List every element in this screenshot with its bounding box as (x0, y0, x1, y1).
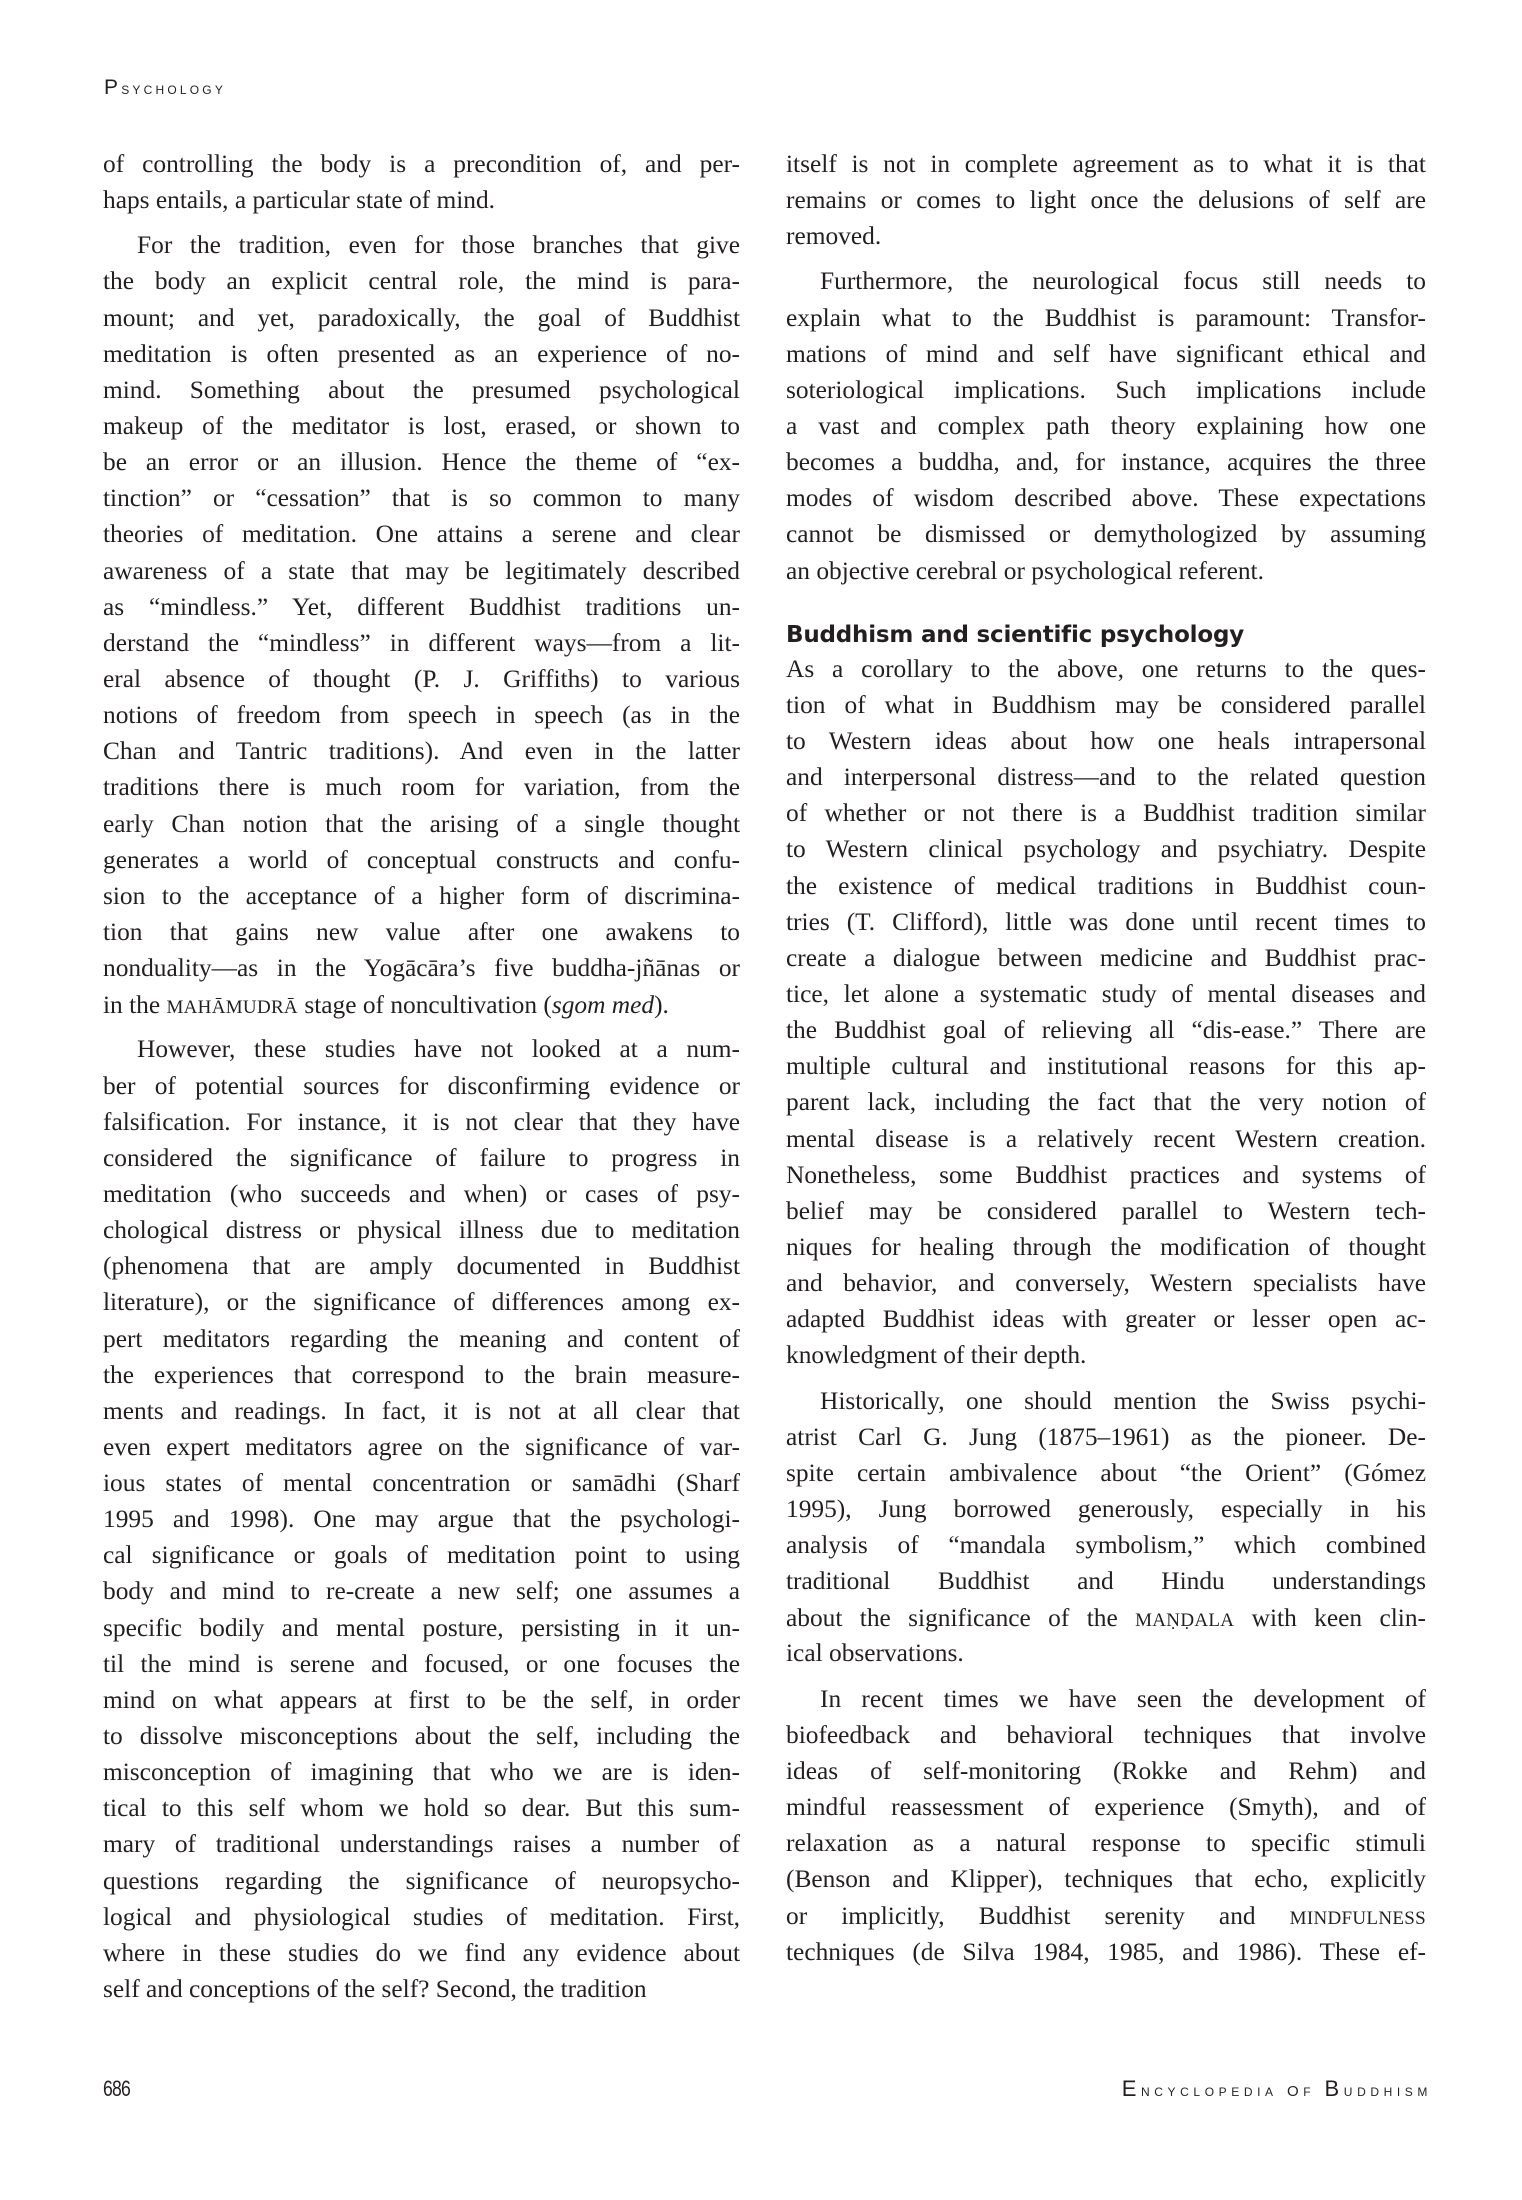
text-line: in the mahāmudrā stage of noncultivation (sgom med). (103, 989, 669, 1020)
text-line: belief may be considered parallel to Western tech- (786, 1196, 1426, 1225)
text-line: Furthermore, the neurological focus still needs to (820, 267, 1426, 296)
paragraph (786, 651, 1426, 1374)
text-line: theories of meditation. One attains a serene and clear (103, 520, 740, 549)
text-line: the existence of medical traditions in Buddhist coun- (786, 871, 1426, 900)
text-line: notions of freedom from speech in speech (as in the (103, 701, 740, 730)
text-line: explain what to the Buddhist is paramount: Transfor- (786, 303, 1426, 332)
text-line: ious states of mental concentration or samādhi (Sharf (103, 1469, 740, 1498)
text-line: body and mind to re-create a new self; one assumes a (103, 1577, 740, 1606)
text-line: mount; and yet, paradoxically, the goal of Buddhist (103, 303, 740, 332)
text-line: haps entails, a particular state of mind. (103, 186, 496, 215)
text-line: analysis of “mandala symbolism,” which combined (786, 1531, 1426, 1560)
text-line: For the tradition, even for those branches that give (137, 231, 740, 260)
term-mahamudra: mahāmudrā (166, 989, 298, 1020)
text-line: ideas of self-monitoring (Rokke and Rehm) and (786, 1756, 1426, 1785)
text-line: early Chan notion that the arising of a single thought (103, 809, 740, 838)
text-line: and interpersonal distress—and to the related question (786, 763, 1426, 792)
text-line: multiple cultural and institutional reasons for this ap- (786, 1052, 1426, 1081)
text-line: soteriological implications. Such implications include (786, 375, 1426, 404)
text-line: Nonetheless, some Buddhist practices and systems of (786, 1160, 1426, 1189)
text-line: generates a world of conceptual constructs and confu- (103, 845, 740, 874)
text-line: cal significance or goals of meditation point to using (103, 1541, 740, 1570)
text-line: nonduality—as in the Yogācāra’s five buddha-jñānas or (103, 954, 740, 983)
text-line: be an error or an illusion. Hence the theme of “ex- (103, 448, 740, 477)
text-line: relaxation as a natural response to specific stimuli (786, 1829, 1426, 1858)
running-head: Psychology (104, 76, 227, 99)
text-line: or implicitly, Buddhist serenity and mindfulness (786, 1900, 1426, 1931)
text-line: (Benson and Klipper), techniques that echo, explicitly (786, 1865, 1426, 1894)
text-line: even expert meditators agree on the significance of var- (103, 1432, 740, 1461)
text-line: til the mind is serene and focused, or one focuses the (103, 1649, 740, 1678)
text-line: tion that gains new value after one awakens to (103, 917, 740, 946)
text-line: considered the significance of failure to progress in (103, 1143, 740, 1172)
text-line: the experiences that correspond to the brain measure- (103, 1360, 740, 1389)
text-line: Chan and Tantric traditions). And even in the latter (103, 737, 740, 766)
text-line: atrist Carl G. Jung (1875–1961) as the pioneer. De- (786, 1422, 1426, 1451)
text-line: about the significance of the maṇḍala with keen clin- (786, 1602, 1426, 1633)
text-line: to Western clinical psychology and psychiatry. Despite (786, 835, 1426, 864)
text-line: cannot be dismissed or demythologized by assuming (786, 520, 1426, 549)
term-mandala: maṇḍala (1135, 1602, 1235, 1633)
text-line: derstand the “mindless” in different ways—from a lit- (103, 628, 740, 657)
paragraph (786, 1681, 1426, 1970)
text-line: Historically, one should mention the Swiss psychi- (820, 1386, 1426, 1415)
text-line: and behavior, and conversely, Western specialists have (786, 1269, 1426, 1298)
text-line: remains or comes to light once the delusions of self are (786, 186, 1426, 215)
text-line: ber of potential sources for disconfirming evidence or (103, 1071, 740, 1100)
text-line: an objective cerebral or psychological referent. (786, 556, 1264, 585)
text-line: misconception of imagining that who we are is iden- (103, 1758, 740, 1787)
text-line: questions regarding the significance of neuropsycho- (103, 1866, 740, 1895)
paragraph (786, 263, 1426, 588)
text-line: knowledgment of their depth. (786, 1341, 1087, 1370)
text-line: falsification. For instance, it is not clear that they have (103, 1107, 740, 1136)
text-line: a vast and complex path theory explaining how one (786, 411, 1426, 440)
text-line: tical to this self whom we hold so dear. But this sum- (103, 1794, 740, 1823)
term-mindfulness: mindfulness (1289, 1900, 1426, 1931)
text-line: ical observations. (786, 1639, 964, 1668)
text-line: mations of mind and self have significant ethical and (786, 339, 1426, 368)
text-line: 1995), Jung borrowed generously, especially in his (786, 1494, 1426, 1523)
text-line: meditation is often presented as an experience of no- (103, 339, 740, 368)
text-line: tinction” or “cessation” that is so common to many (103, 484, 740, 513)
text-line: logical and physiological studies of meditation. First, (103, 1902, 740, 1931)
right-column (786, 146, 1426, 1979)
text-line: the body an explicit central role, the mind is para- (103, 267, 740, 296)
text-line: In recent times we have seen the development of (820, 1684, 1426, 1713)
text-line: spite certain ambivalence about “the Orient” (Gómez (786, 1458, 1426, 1487)
text-line: modes of wisdom described above. These expectations (786, 484, 1426, 513)
text-line: specific bodily and mental posture, persisting in it un- (103, 1613, 740, 1642)
text-line: itself is not in complete agreement as to what it is that (786, 150, 1426, 178)
text-line: the Buddhist goal of relieving all “dis-ease.” There are (786, 1016, 1426, 1045)
text-line: tice, let alone a systematic study of mental diseases and (786, 979, 1426, 1008)
text-line: eral absence of thought (P. J. Griffiths) to various (103, 664, 740, 693)
text-line: As a corollary to the above, one returns to the ques- (786, 654, 1426, 683)
text-line: mary of traditional understandings raises a number of (103, 1830, 740, 1859)
text-line: mind on what appears at first to be the self, in order (103, 1685, 740, 1714)
text-line: as “mindless.” Yet, different Buddhist traditions un- (103, 592, 740, 621)
text-line: (phenomena that are amply documented in Buddhist (103, 1252, 740, 1281)
paragraph (103, 1031, 740, 2007)
text-line: of controlling the body is a precondition of, and per- (103, 150, 740, 178)
text-line: adapted Buddhist ideas with greater or lesser open ac- (786, 1305, 1426, 1334)
paragraph (786, 146, 1426, 254)
text-line: techniques (de Silva 1984, 1985, and 1986). These ef- (786, 1937, 1426, 1966)
text-line: awareness of a state that may be legitimately described (103, 556, 740, 585)
text-line: chological distress or physical illness due to meditation (103, 1216, 740, 1245)
paragraph (103, 146, 740, 218)
text-line: self and conceptions of the self? Second, the tradition (103, 1975, 647, 2004)
publication-title: Encyclopedia of Buddhism (1121, 2076, 1432, 2101)
text-line: to dissolve misconceptions about the self, including the (103, 1722, 740, 1751)
text-line: parent lack, including the fact that the very notion of (786, 1088, 1426, 1117)
section-heading: Buddhism and scientific psychology (786, 621, 1245, 648)
text-line: mental disease is a relatively recent Western creation. (786, 1124, 1426, 1153)
page-number: 686 (103, 2076, 130, 2101)
paragraph (786, 1383, 1426, 1672)
text-line: sion to the acceptance of a higher form of discrimina- (103, 881, 740, 910)
text-line: to Western ideas about how one heals intrapersonal (786, 726, 1426, 755)
text-line: where in these studies do we find any evidence about (103, 1938, 740, 1967)
text-line: create a dialogue between medicine and Buddhist prac- (786, 943, 1426, 972)
text-line: of whether or not there is a Buddhist tradition similar (786, 799, 1426, 828)
tibetan-term: sgom med (551, 991, 655, 1020)
text-line: traditional Buddhist and Hindu understandings (786, 1567, 1426, 1596)
text-line: ments and readings. In fact, it is not at all clear that (103, 1396, 740, 1425)
left-column (103, 146, 740, 2016)
text-line: traditions there is much room for variation, from the (103, 773, 740, 802)
text-line: becomes a buddha, and, for instance, acquires the three (786, 448, 1426, 477)
text-line: makeup of the meditator is lost, erased, or shown to (103, 411, 740, 440)
text-line: mindful reassessment of experience (Smyth), and of (786, 1793, 1426, 1822)
text-line: biofeedback and behavioral techniques that involve (786, 1720, 1426, 1749)
text-line: pert meditators regarding the meaning and content of (103, 1324, 740, 1353)
text-line: literature), or the significance of differences among ex- (103, 1288, 740, 1317)
text-line: removed. (786, 222, 882, 251)
text-line: niques for healing through the modification of thought (786, 1232, 1426, 1261)
text-line: meditation (who succeeds and when) or cases of psy- (103, 1179, 740, 1208)
text-line: tion of what in Buddhism may be considered parallel (786, 690, 1426, 719)
paragraph (103, 227, 740, 1022)
text-line: tries (T. Clifford), little was done until recent times to (786, 907, 1426, 936)
text-line: However, these studies have not looked at a num- (137, 1035, 740, 1064)
text-line: mind. Something about the presumed psychological (103, 375, 740, 404)
text-line: 1995 and 1998). One may argue that the psychologi- (103, 1505, 740, 1534)
